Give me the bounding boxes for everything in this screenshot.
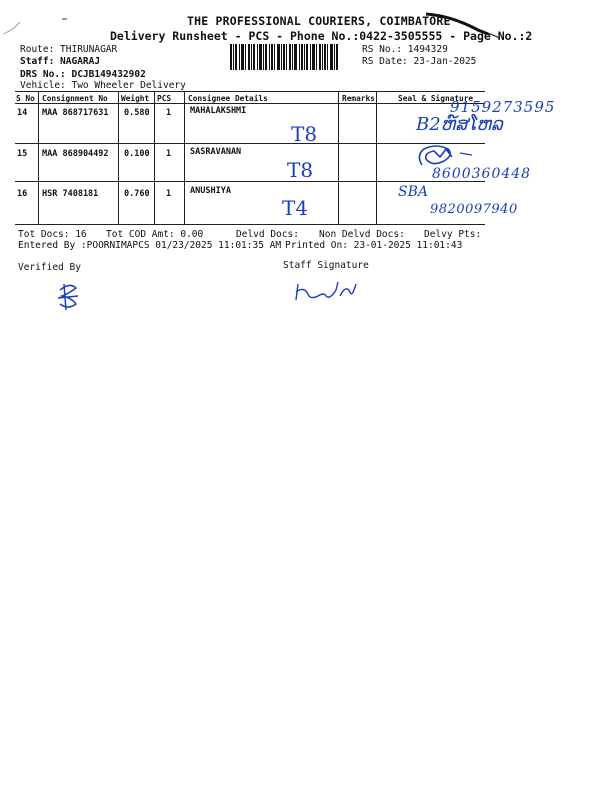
column-header: Consignee Details — [188, 94, 268, 103]
column-header: Remarks — [342, 94, 375, 103]
non-delivered-docs: Non Delvd Docs: — [319, 229, 405, 240]
column-header: Consignment No — [42, 94, 108, 103]
column-divider — [38, 91, 39, 224]
table-top-border — [15, 91, 485, 92]
barcode — [230, 44, 354, 70]
delivered-docs: Delvd Docs: — [236, 229, 299, 240]
row-consignment: MAA 868717631 — [42, 108, 109, 118]
row-pcs: 1 — [166, 108, 172, 118]
entered-by: Entered By :POORNIMAPCS 01/23/2025 11:01:35 AM — [18, 240, 282, 251]
row-consignee: ANUSHIYA — [190, 186, 231, 196]
row-consignee: SASRAVANAN — [190, 147, 242, 157]
drs-number: DRS No.: DCJB149432902 — [20, 69, 146, 80]
handwritten-signature: B2ຫ໌ສໂຫລ — [416, 114, 503, 135]
column-header: PCS — [157, 94, 172, 103]
row-consignment: HSR 7408181 — [42, 189, 99, 199]
row-weight: 0.760 — [124, 189, 150, 199]
printed-on: Printed On: 23-01-2025 11:01:43 — [285, 240, 463, 251]
column-divider — [184, 91, 185, 224]
total-docs: Tot Docs: 16 — [18, 229, 87, 240]
row-consignment: MAA 868904492 — [42, 149, 109, 159]
handwritten-phone: 8600360448 — [432, 166, 532, 182]
table-header-divider — [15, 103, 485, 104]
rs-date: RS Date: 23-Jan-2025 — [362, 56, 477, 67]
column-divider — [376, 91, 377, 224]
rs-number: RS No.: 1494329 — [362, 44, 448, 55]
row-sno: 16 — [17, 189, 28, 199]
staff-signature — [290, 270, 360, 306]
delivery-points: Delvy Pts: — [424, 229, 482, 240]
row-pcs: 1 — [166, 189, 172, 199]
handwritten-phone: 9820097940 — [430, 202, 518, 217]
handwritten-remark: T8 — [291, 122, 318, 146]
column-header: Weight — [121, 94, 150, 103]
column-header: S No — [16, 94, 35, 103]
staff-signature-label: Staff Signature — [283, 260, 369, 271]
row-weight: 0.580 — [124, 108, 150, 118]
handwritten-remark: T4 — [282, 196, 309, 220]
total-cod: Tot COD Amt: 0.00 — [106, 229, 204, 240]
handwritten-remark: T8 — [287, 158, 314, 182]
runsheet-title: Delivery Runsheet - PCS - Phone No.:0422-3505555 - Page No.:2 — [110, 29, 533, 43]
column-divider — [338, 91, 339, 224]
staff-label: Staff: NAGARAJ — [20, 56, 101, 67]
row-sno: 15 — [17, 149, 28, 159]
row-sno: 14 — [17, 108, 28, 118]
company-title: THE PROFESSIONAL COURIERS, COIMBATORE — [187, 14, 451, 28]
row-divider — [15, 181, 485, 182]
row-weight: 0.100 — [124, 149, 150, 159]
column-divider — [118, 91, 119, 224]
row-consignee: MAHALAKSHMI — [190, 106, 247, 116]
row-pcs: 1 — [166, 149, 172, 159]
handwritten-signature: SBA — [398, 184, 428, 200]
column-header: Seal & Signature — [398, 94, 474, 103]
route-label: Route: THIRUNAGAR — [20, 44, 118, 55]
verified-signature — [50, 280, 90, 314]
table-bottom-border — [15, 224, 485, 225]
verified-by-label: Verified By — [18, 262, 81, 273]
vehicle-label: Vehicle: Two Wheeler Delivery — [20, 80, 186, 91]
column-divider — [154, 91, 155, 224]
handwritten-phone: 9159273595 — [450, 98, 556, 116]
